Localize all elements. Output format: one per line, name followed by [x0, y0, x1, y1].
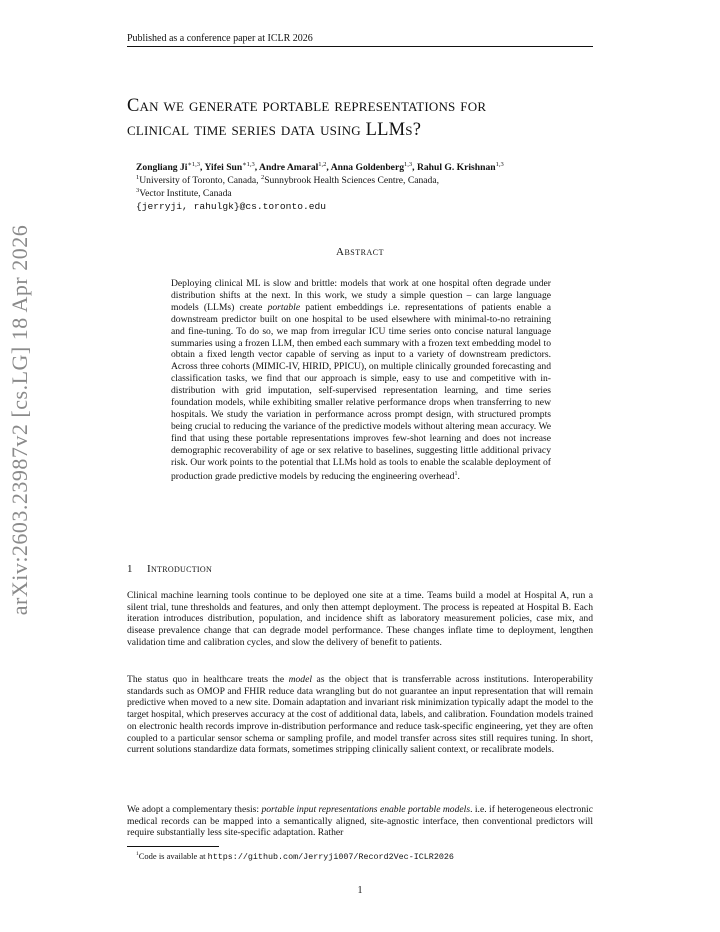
author: Rahul G. Krishnan: [416, 162, 496, 174]
running-header: Published as a conference paper at ICLR 2026: [127, 33, 313, 44]
author: Yifei Sun: [204, 162, 243, 174]
author: Zongliang Ji: [136, 162, 188, 174]
page-number: 1: [357, 885, 363, 896]
footnote-rule: [127, 846, 219, 847]
affiliation-line-2: $^3$Vector Institute, Canada: [136, 187, 232, 200]
title-line-2: [127, 118, 607, 142]
code-url-link[interactable]: https://github.com/Jerryji007/Record2Vec-ICLR2026: [207, 852, 454, 862]
intro-paragraph-3: We adopt a complementary thesis: portable input representations enable portable models. i.e. if heterogeneous electronic medical records can be mapped into a semantically aligned, site-agnostic interface, then conventional predictors will require substantially less site-specific adaptation. Rather: [127, 804, 593, 839]
author: Anna Goldenberg: [330, 162, 405, 174]
paper-title: [127, 94, 607, 142]
arxiv-watermark: arXiv:2603.23987v2 [cs.LG] 18 Apr 2026: [7, 224, 32, 616]
footnote-marker[interactable]: 1: [454, 470, 458, 477]
author-list: Zongliang $Ji^{∗1,3}$, Yifei Sun$^{∗1,3}$, Andre Amaral$^{1,2}$, Anna Goldenberg$^{1,3}$, Rahul G. Krishnan$^{1,3}$: [136, 161, 504, 174]
intro-paragraph-1: Clinical machine learning tools continue to be deployed one site at a time. Teams build a model at Hospital A, run a silent trial, tune thresholds and features, and only then attempt deployment. The process is repeated at Hospital B. Each iteration introduces distribution, population, and incidence shift as laboratory measurement policies, case mix, and disease prevalence change that can degrade model performance. These changes inflate time to deployment, lengthen validation time and calibration cycles, and slow the delivery of benefit to patients.: [127, 590, 593, 648]
abstract-text: Deploying clinical ML is slow and brittle: models that work at one hospital often degrade under distribution shifts at the next. In this work, we study a simple question – can large language models (LLMs) create portable patient embeddings i.e. representations of patients enable a downstream predictor built on one hospital to be used elsewhere with minimal-to-no retraining and fine-tuning. To do so, we map from irregular ICU time series onto concise natural language summaries using a frozen LLM, then embed each summary with a frozen text embedding model to obtain a fixed length vector capable of serving as input to a variety of downstream predictors. Across three cohorts (MIMIC-IV, HIRID, PPICU), on multiple clinically grounded forecasting and classification tasks, we find that our approach is simple, easy to use and competitive with in-distribution with grid imputation, self-supervised representation learning, and time series foundation models, while exhibiting smaller relative performance drops when transferring to new hospitals. We study the variation in performance across prompt design, with structured prompts being crucial to reducing the variance of the predictive models without altering mean accuracy. We find that using these portable representations improves few-shot learning and does not increase demographic recoverability of age or sex relative to baselines, suggesting little additional privacy risk. Our work points to the potential that LLMs hold as tools to enable the scalable deployment of production grade predictive models by reducing the engineering overhead$^1$.: [171, 278, 551, 482]
abstract-heading: Abstract: [336, 246, 384, 258]
title-llms: LLMs?: [365, 120, 422, 140]
footnote: $^1$Code is available at https://github.com/Jerryji007/Record2Vec-ICLR2026: [136, 851, 454, 862]
intro-paragraph-2: The status quo in healthcare treats the model as the object that is transferrable across institutions. Interoperability standards such as OMOP and FHIR reduce data wrangling but do not guarantee an input representation that will remain predictive when moved to a new site. Domain adaptation and invariant risk minimization typically adapt the model to the target hospital, which preserves accuracy at the cost of additional data, labels, and calibration. Foundation models trained on electronic health records improve in-distribution performance and reduce task-specific engineering, yet they are often coupled to a particular sensor schema or sampling profile, and model transfer across sites still requires tuning. In short, current solutions standardize data formats, sometimes stripping clinically salient context, or recalibrate models.: [127, 674, 593, 756]
author: Andre Amaral: [259, 162, 319, 174]
header-rule: [127, 46, 593, 47]
affiliation-line-1: $^1$University of Toronto, Canada, $^2$Sunnybrook Health Sciences Centre, Canada,: [136, 174, 439, 187]
author-email: {jerryji, rahulgk}@cs.toronto.edu: [136, 201, 326, 212]
title-line-1: Can we generate portable representations for: [127, 96, 487, 116]
section-heading-introduction: 1 Introduction: [127, 563, 213, 575]
title-line-2-text: clinical time series data using: [127, 120, 366, 140]
